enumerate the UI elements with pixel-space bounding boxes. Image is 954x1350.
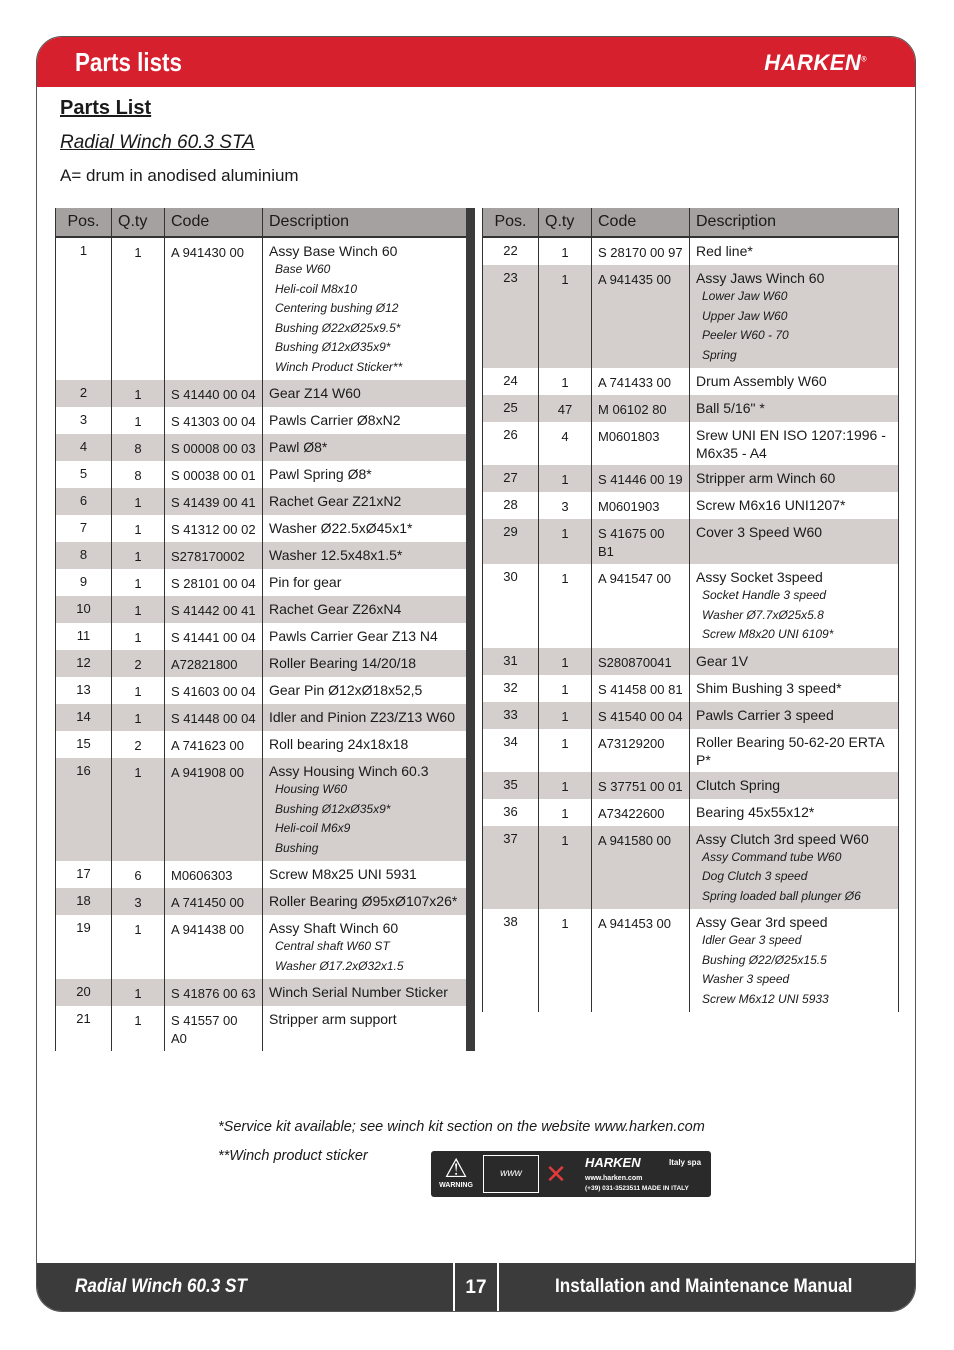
- cell-code: S 41312 00 02: [165, 515, 263, 542]
- sub-component: Assy Command tube W60: [702, 849, 842, 864]
- header-description: Description: [263, 208, 471, 237]
- cell-description: [690, 702, 899, 729]
- header-qty: Q.ty: [539, 208, 592, 237]
- cell-pos: 23: [483, 265, 539, 368]
- description-text: Idler and Pinion Z23/Z13 W60: [269, 709, 455, 725]
- cell-pos: 36: [483, 799, 539, 826]
- cell-qty: 1: [539, 702, 592, 729]
- header-code: Code: [165, 208, 263, 237]
- table-row: [483, 519, 899, 564]
- cell-qty: 1: [539, 465, 592, 492]
- header-qty: Q.ty: [112, 208, 165, 237]
- cell-description: [690, 395, 899, 422]
- cell-description: [263, 237, 471, 380]
- description-text: Shim Bushing 3 speed*: [696, 679, 842, 696]
- section-subtitle: Radial Winch 60.3 STA: [60, 132, 255, 153]
- sub-component: Heli-coil M8x10: [275, 281, 358, 296]
- cell-pos: 1: [56, 237, 112, 380]
- cell-qty: 1: [112, 488, 165, 515]
- page-number: 17: [453, 1263, 499, 1311]
- cell-code: A 741450 00: [165, 888, 263, 915]
- cell-pos: 24: [483, 368, 539, 395]
- description-text: Roller Bearing Ø95xØ107x26*: [269, 893, 458, 909]
- cell-description: [690, 368, 899, 395]
- cell-description: [690, 648, 899, 675]
- table-row: [56, 1006, 471, 1051]
- cell-code: A 941453 00: [592, 909, 690, 1012]
- sub-component: Socket Handle 3 speed: [702, 588, 827, 602]
- cell-code: M 06102 80: [592, 395, 690, 422]
- cell-code: A 941438 00: [165, 915, 263, 979]
- cell-description: [263, 515, 471, 542]
- cell-code: S 41439 00 41: [165, 488, 263, 515]
- cell-qty: 1: [112, 677, 165, 704]
- cell-qty: 1: [539, 772, 592, 799]
- description-text: Stripper arm Winch 60: [696, 470, 836, 486]
- sub-component: Bushing Ø22/Ø25x15.5: [702, 952, 827, 967]
- cell-description: [690, 422, 899, 465]
- cell-description: [263, 542, 471, 569]
- table-row: [56, 677, 471, 704]
- table-row: [56, 758, 471, 861]
- cell-qty: 3: [112, 888, 165, 915]
- section-title: Parts List: [60, 97, 152, 119]
- description-text: Washer Ø22.5xØ45x1*: [269, 520, 413, 536]
- cell-qty: 47: [539, 395, 592, 422]
- cell-pos: 3: [56, 407, 112, 434]
- description-text: Pawls Carrier Ø8xN2: [269, 412, 401, 428]
- sub-component: Bushing Ø12xØ35x9*: [275, 340, 391, 354]
- table-row: [56, 731, 471, 758]
- cell-qty: 6: [112, 861, 165, 888]
- cell-code: M0601903: [592, 492, 690, 519]
- cell-qty: 1: [539, 237, 592, 265]
- cell-description: [263, 979, 471, 1006]
- cell-pos: 34: [483, 729, 539, 772]
- table-row: [56, 888, 471, 915]
- table-row: [56, 380, 471, 407]
- cell-description: [690, 772, 899, 799]
- cell-description: [690, 909, 899, 1012]
- description-text: Gear Z14 W60: [269, 385, 361, 401]
- table-row: [56, 861, 471, 888]
- cell-code: S 00008 00 03: [165, 434, 263, 461]
- cell-pos: 22: [483, 237, 539, 265]
- table-row: [56, 488, 471, 515]
- cell-pos: 14: [56, 704, 112, 731]
- cell-qty: 1: [112, 1006, 165, 1051]
- cell-description: [690, 237, 899, 265]
- harken-logo: HARKEN®: [764, 50, 867, 75]
- cell-qty: 1: [112, 542, 165, 569]
- cell-description: [690, 729, 899, 772]
- header-description: Description: [690, 208, 899, 237]
- footer-manual-title: Installation and Maintenance Manual: [555, 1276, 853, 1297]
- header-code: Code: [592, 208, 690, 237]
- cell-description: [263, 888, 471, 915]
- cell-description: [690, 519, 899, 564]
- cell-qty: 1: [112, 407, 165, 434]
- sub-component: Housing W60: [275, 782, 348, 796]
- description-text: Roll bearing 24x18x18: [269, 736, 409, 752]
- cell-code: A 941580 00: [592, 826, 690, 910]
- cell-qty: 1: [539, 265, 592, 368]
- cell-pos: 38: [483, 909, 539, 1012]
- cell-pos: 25: [483, 395, 539, 422]
- cell-code: S 41441 00 04: [165, 623, 263, 650]
- cell-code: S278170002: [165, 542, 263, 569]
- cell-description: [690, 826, 899, 910]
- cell-code: S 41603 00 04: [165, 677, 263, 704]
- cell-code: S 41675 00 B1: [592, 519, 690, 564]
- cell-qty: 2: [112, 731, 165, 758]
- cell-description: [263, 623, 471, 650]
- cell-pos: 16: [56, 758, 112, 861]
- description-text: Roller Bearing 50-62-20 ERTA P*: [696, 733, 884, 768]
- cell-description: [690, 265, 899, 368]
- cell-code: S 37751 00 01: [592, 772, 690, 799]
- description-text: Assy Clutch 3rd speed W60: [696, 830, 869, 847]
- description-text: Screw M8x25 UNI 5931: [269, 866, 417, 882]
- sub-component: Dog Clutch 3 speed: [702, 869, 808, 883]
- cell-pos: 17: [56, 861, 112, 888]
- description-text: Drum Assembly W60: [696, 373, 827, 389]
- description-text: Assy Socket 3speed: [696, 569, 823, 585]
- cell-qty: 3: [539, 492, 592, 519]
- description-text: Winch Serial Number Sticker: [269, 984, 448, 1000]
- sub-component: Washer Ø17.2xØ32x1.5: [275, 958, 404, 973]
- description-text: Srew UNI EN ISO 1207:1996 - M6x35 - A4: [696, 427, 886, 461]
- table-row: [483, 799, 899, 826]
- cell-description: [690, 799, 899, 826]
- cell-qty: 1: [112, 380, 165, 407]
- sub-component: Peeler W60 - 70: [702, 328, 789, 342]
- cell-description: [263, 380, 471, 407]
- cell-qty: 2: [112, 650, 165, 677]
- table-row: [483, 675, 899, 702]
- cell-code: S 41448 00 04: [165, 704, 263, 731]
- description-text: Cover 3 Speed W60: [696, 524, 823, 540]
- table-row: [483, 465, 899, 492]
- description-text: Roller Bearing 14/20/18: [269, 655, 417, 671]
- cell-code: S 41540 00 04: [592, 702, 690, 729]
- table-row: [483, 826, 899, 910]
- cell-qty: 1: [539, 729, 592, 772]
- cell-description: [690, 492, 899, 519]
- cell-qty: 1: [539, 826, 592, 910]
- sticker-web: www.harken.com: [585, 1175, 643, 1182]
- cell-pos: 15: [56, 731, 112, 758]
- cell-qty: 1: [539, 564, 592, 648]
- cell-qty: 1: [112, 596, 165, 623]
- sub-component: Spring: [702, 347, 737, 362]
- description-text: Pawl Spring Ø8*: [269, 466, 372, 482]
- cell-code: S 41458 00 81: [592, 675, 690, 702]
- sticker-brand: HARKEN: [585, 1155, 641, 1170]
- page-header: [37, 37, 915, 87]
- cell-pos: 2: [56, 380, 112, 407]
- cell-qty: 1: [112, 979, 165, 1006]
- table-row: [56, 461, 471, 488]
- cell-code: S 41557 00 A0: [165, 1006, 263, 1051]
- sub-component: Winch Product Sticker**: [275, 359, 403, 374]
- description-text: Rachet Gear Z21xN2: [269, 493, 402, 509]
- table-row: [56, 542, 471, 569]
- table-row: [483, 648, 899, 675]
- table-row: [483, 395, 899, 422]
- description-text: Gear 1V: [696, 652, 749, 669]
- table-row: [56, 623, 471, 650]
- cell-pos: 10: [56, 596, 112, 623]
- table-row: [56, 915, 471, 979]
- cell-pos: 12: [56, 650, 112, 677]
- cell-qty: 8: [112, 461, 165, 488]
- table-row: [56, 434, 471, 461]
- table-row: [56, 515, 471, 542]
- warning-icon: ⚠ WARNING: [439, 1153, 473, 1189]
- table-row: [56, 979, 471, 1006]
- page-footer: [37, 1263, 915, 1311]
- table-header-row: [56, 208, 471, 237]
- description-text: Assy Jaws Winch 60: [696, 270, 825, 286]
- page-title: Parts lists: [75, 47, 182, 77]
- cell-qty: 1: [112, 569, 165, 596]
- cell-code: A 741433 00: [592, 368, 690, 395]
- no-deck-icon: ✕: [545, 1159, 567, 1189]
- table-row: [56, 569, 471, 596]
- cell-qty: 1: [112, 704, 165, 731]
- cell-description: [263, 596, 471, 623]
- cell-code: A 941435 00: [592, 265, 690, 368]
- cell-qty: 4: [539, 422, 592, 465]
- sub-component: Washer Ø7.7xØ25x5.8: [702, 607, 824, 622]
- cell-pos: 31: [483, 648, 539, 675]
- cell-description: [263, 434, 471, 461]
- cell-description: [263, 677, 471, 704]
- description-text: Ball 5/16" *: [696, 400, 765, 416]
- cell-code: S 28101 00 04: [165, 569, 263, 596]
- cell-pos: 11: [56, 623, 112, 650]
- cell-qty: 1: [539, 648, 592, 675]
- sticker-note: **Winch product sticker: [218, 1148, 368, 1164]
- description-text: Assy Gear 3rd speed: [696, 914, 828, 930]
- cell-description: [690, 564, 899, 648]
- sub-component: Heli-coil M6x9: [275, 821, 351, 835]
- description-text: Washer 12.5x48x1.5*: [269, 547, 403, 563]
- cell-description: [263, 1006, 471, 1051]
- table-row: [483, 729, 899, 772]
- parts-table-right: [482, 208, 899, 1012]
- table-row: [483, 492, 899, 519]
- cell-pos: 32: [483, 675, 539, 702]
- table-row: [56, 237, 471, 380]
- cell-pos: 4: [56, 434, 112, 461]
- cell-code: A 941547 00: [592, 564, 690, 648]
- header-pos: Pos.: [56, 208, 112, 237]
- cell-description: [263, 731, 471, 758]
- table-row: [483, 368, 899, 395]
- description-text: Assy Shaft Winch 60: [269, 920, 399, 936]
- cell-qty: 1: [112, 758, 165, 861]
- manual-book-icon: www: [483, 1155, 539, 1193]
- table-row: [483, 909, 899, 1012]
- sticker-country: Italy spa: [669, 1158, 702, 1167]
- description-text: Rachet Gear Z26xN4: [269, 601, 402, 617]
- winch-product-sticker: [431, 1151, 711, 1197]
- description-text: Pawls Carrier Gear Z13 N4: [269, 628, 438, 644]
- cell-code: M0606303: [165, 861, 263, 888]
- description-text: Gear Pin Ø12xØ18x52,5: [269, 682, 423, 698]
- table-row: [483, 422, 899, 465]
- cell-code: S 28170 00 97: [592, 237, 690, 265]
- table-row: [483, 772, 899, 799]
- cell-qty: 1: [112, 515, 165, 542]
- sub-component: Screw M6x12 UNI 5933: [702, 991, 829, 1006]
- cell-description: [690, 465, 899, 492]
- sub-component: Centering bushing Ø12: [275, 301, 399, 315]
- cell-pos: 37: [483, 826, 539, 910]
- cell-pos: 29: [483, 519, 539, 564]
- parts-table-left: [55, 208, 475, 1051]
- cell-description: [263, 407, 471, 434]
- cell-qty: 1: [539, 675, 592, 702]
- cell-qty: 1: [539, 799, 592, 826]
- description-text: Assy Base Winch 60: [269, 243, 398, 259]
- table-row: [483, 265, 899, 368]
- cell-code: S 41442 00 41: [165, 596, 263, 623]
- cell-code: S 00038 00 01: [165, 461, 263, 488]
- description-text: Clutch Spring: [696, 776, 781, 793]
- description-text: Screw M6x16 UNI1207*: [696, 497, 846, 513]
- footer-product: Radial Winch 60.3 ST: [75, 1276, 247, 1297]
- cell-description: [263, 704, 471, 731]
- cell-code: S 41303 00 04: [165, 407, 263, 434]
- cell-qty: 1: [112, 623, 165, 650]
- cell-pos: 28: [483, 492, 539, 519]
- sub-component: Screw M8x20 UNI 6109*: [702, 627, 834, 641]
- service-kit-note: *Service kit available; see winch kit section on the website www.harken.com: [218, 1119, 705, 1135]
- cell-description: [263, 861, 471, 888]
- cell-pos: 5: [56, 461, 112, 488]
- cell-code: A72821800: [165, 650, 263, 677]
- cell-code: A 941908 00: [165, 758, 263, 861]
- sub-component: Bushing: [275, 840, 319, 855]
- cell-pos: 18: [56, 888, 112, 915]
- sticker-phone: (+39) 031-3523511 MADE IN ITALY: [585, 1185, 689, 1192]
- cell-pos: 27: [483, 465, 539, 492]
- table-row: [56, 650, 471, 677]
- table-row: [56, 596, 471, 623]
- drum-note: A= drum in anodised aluminium: [60, 166, 299, 185]
- cell-code: M0601803: [592, 422, 690, 465]
- cell-qty: 8: [112, 434, 165, 461]
- table-row: [483, 237, 899, 265]
- cell-pos: 19: [56, 915, 112, 979]
- cell-qty: 1: [539, 519, 592, 564]
- cell-code: S280870041: [592, 648, 690, 675]
- sub-component: Washer 3 speed: [702, 972, 790, 986]
- cell-qty: 1: [539, 368, 592, 395]
- cell-pos: 6: [56, 488, 112, 515]
- cell-code: S 41876 00 63: [165, 979, 263, 1006]
- cell-description: [263, 650, 471, 677]
- description-text: Red line*: [696, 243, 753, 259]
- table-row: [483, 564, 899, 648]
- cell-pos: 20: [56, 979, 112, 1006]
- cell-pos: 7: [56, 515, 112, 542]
- cell-pos: 26: [483, 422, 539, 465]
- table-header-row: [483, 208, 899, 237]
- cell-code: S 41446 00 19: [592, 465, 690, 492]
- cell-description: [263, 758, 471, 861]
- cell-pos: 9: [56, 569, 112, 596]
- cell-pos: 13: [56, 677, 112, 704]
- description-text: Stripper arm support: [269, 1011, 397, 1027]
- cell-qty: 1: [539, 909, 592, 1012]
- cell-code: A73422600: [592, 799, 690, 826]
- sub-component: Lower Jaw W60: [702, 289, 788, 303]
- cell-code: A73129200: [592, 729, 690, 772]
- cell-description: [263, 488, 471, 515]
- sub-component: Upper Jaw W60: [702, 308, 788, 323]
- table-row: [483, 702, 899, 729]
- sub-component: Central shaft W60 ST: [275, 939, 390, 953]
- sub-component: Spring loaded ball plunger Ø6: [702, 888, 861, 903]
- description-text: Pin for gear: [269, 574, 342, 590]
- cell-pos: 35: [483, 772, 539, 799]
- description-text: Pawls Carrier 3 speed: [696, 706, 834, 723]
- cell-code: A 941430 00: [165, 237, 263, 380]
- description-text: Assy Housing Winch 60.3: [269, 763, 429, 779]
- cell-code: A 741623 00: [165, 731, 263, 758]
- cell-description: [690, 675, 899, 702]
- cell-description: [263, 915, 471, 979]
- cell-pos: 33: [483, 702, 539, 729]
- cell-description: [263, 569, 471, 596]
- cell-pos: 30: [483, 564, 539, 648]
- cell-qty: 1: [112, 237, 165, 380]
- sub-component: Bushing Ø22xØ25x9.5*: [275, 320, 401, 335]
- description-text: Bearing 45x55x12*: [696, 803, 815, 820]
- table-row: [56, 407, 471, 434]
- cell-pos: 21: [56, 1006, 112, 1051]
- cell-code: S 41440 00 04: [165, 380, 263, 407]
- cell-pos: 8: [56, 542, 112, 569]
- sub-component: Bushing Ø12xØ35x9*: [275, 801, 391, 816]
- cell-qty: 1: [112, 915, 165, 979]
- sub-component: Idler Gear 3 speed: [702, 933, 802, 947]
- cell-description: [263, 461, 471, 488]
- header-pos: Pos.: [483, 208, 539, 237]
- table-row: [56, 704, 471, 731]
- sub-component: Base W60: [275, 262, 331, 276]
- description-text: Pawl Ø8*: [269, 439, 328, 455]
